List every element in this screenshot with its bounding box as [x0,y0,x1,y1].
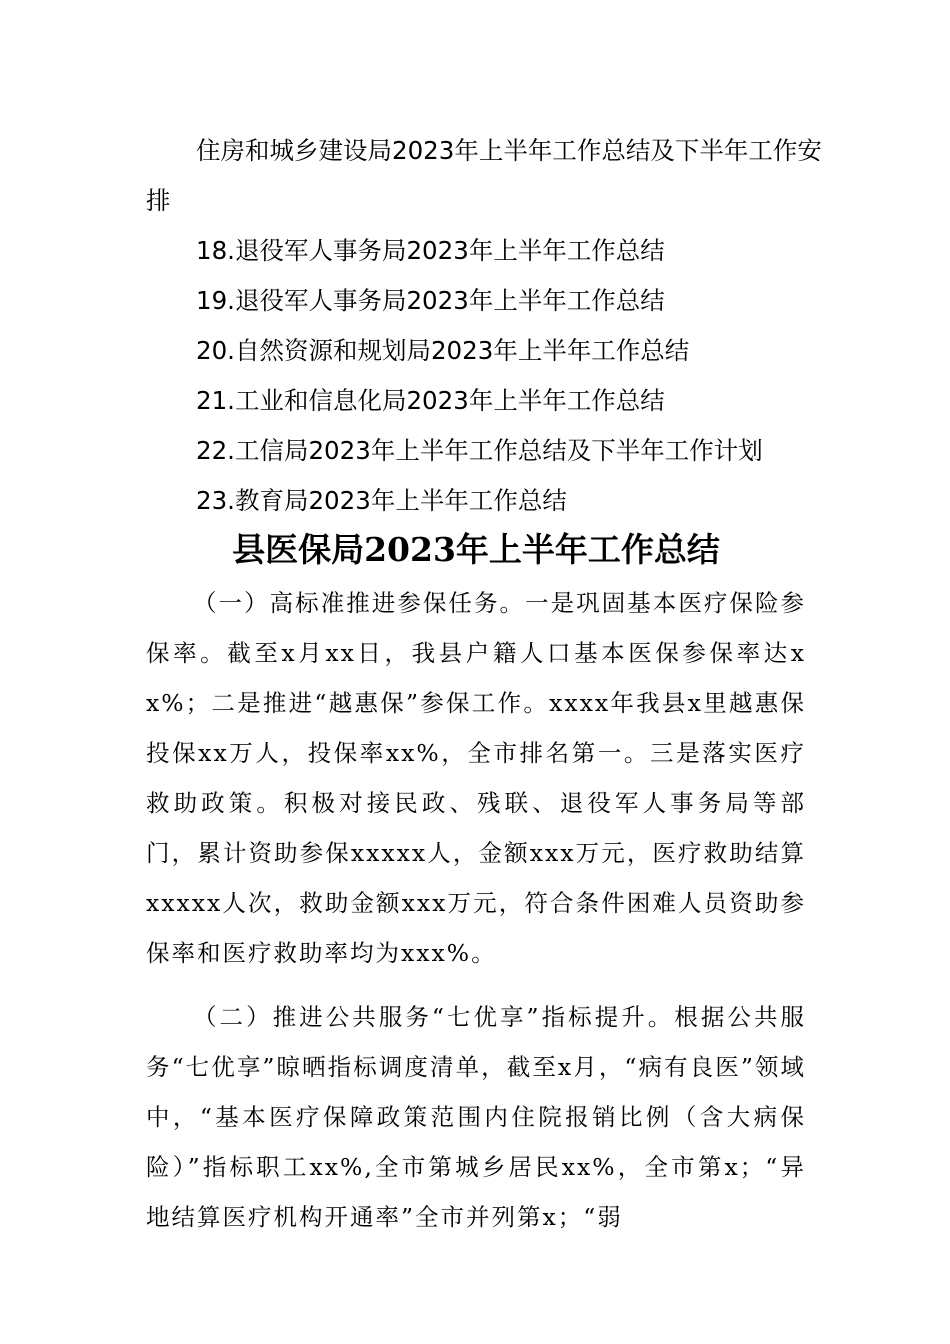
paragraph-public-service: （二）推进公共服务“七优享”指标提升。根据公共服务“七优享”晾晒指标调度清单，截至x月，“病有良医”领域中，“基本医疗保障政策范围内住院报销比例（含大病保险）”指标职工xx%,全市第城乡居民xx%，全市第x；“异地结算医疗机构开通率”全市并列第x；“弱 [146,1003,806,1231]
toc-entry-19: 19.退役军人事务局2023年上半年工作总结 [196,286,665,315]
document-title: 县医保局2023年上半年工作总结 [232,530,720,569]
toc-entry-21: 21.工业和信息化局2023年上半年工作总结 [196,386,665,415]
toc-entry-housing-bureau: 住房和城乡建设局2023年上半年工作总结及下半年工作安排 [146,136,822,215]
table-of-contents [146,126,826,526]
toc-entry-20: 20.自然资源和规划局2023年上半年工作总结 [196,336,690,365]
paragraph-enrollment: （一）高标准推进参保任务。一是巩固基本医疗保险参保率。截至x月xx日，我县户籍人口基本医保参保率达xx%；二是推进“越惠保”参保工作。xxxx年我县x里越惠保投保xx万人，投保率xx%，全市排名第一。三是落实医疗救助政策。积极对接民政、残联、退役军人事务局等部门，累计资助参保xxxxx人，金额xxx万元，医疗救助结算xxxxx人次，救助金额xxx万元，符合条件困难人员资助参保率和医疗救助率均为xxx%。 [146,589,806,967]
toc-entry-18: 18.退役军人事务局2023年上半年工作总结 [196,236,665,265]
toc-entry-23: 23.教育局2023年上半年工作总结 [196,486,567,515]
document-body [146,578,806,1242]
toc-entry-22: 22.工信局2023年上半年工作总结及下半年工作计划 [196,436,763,465]
